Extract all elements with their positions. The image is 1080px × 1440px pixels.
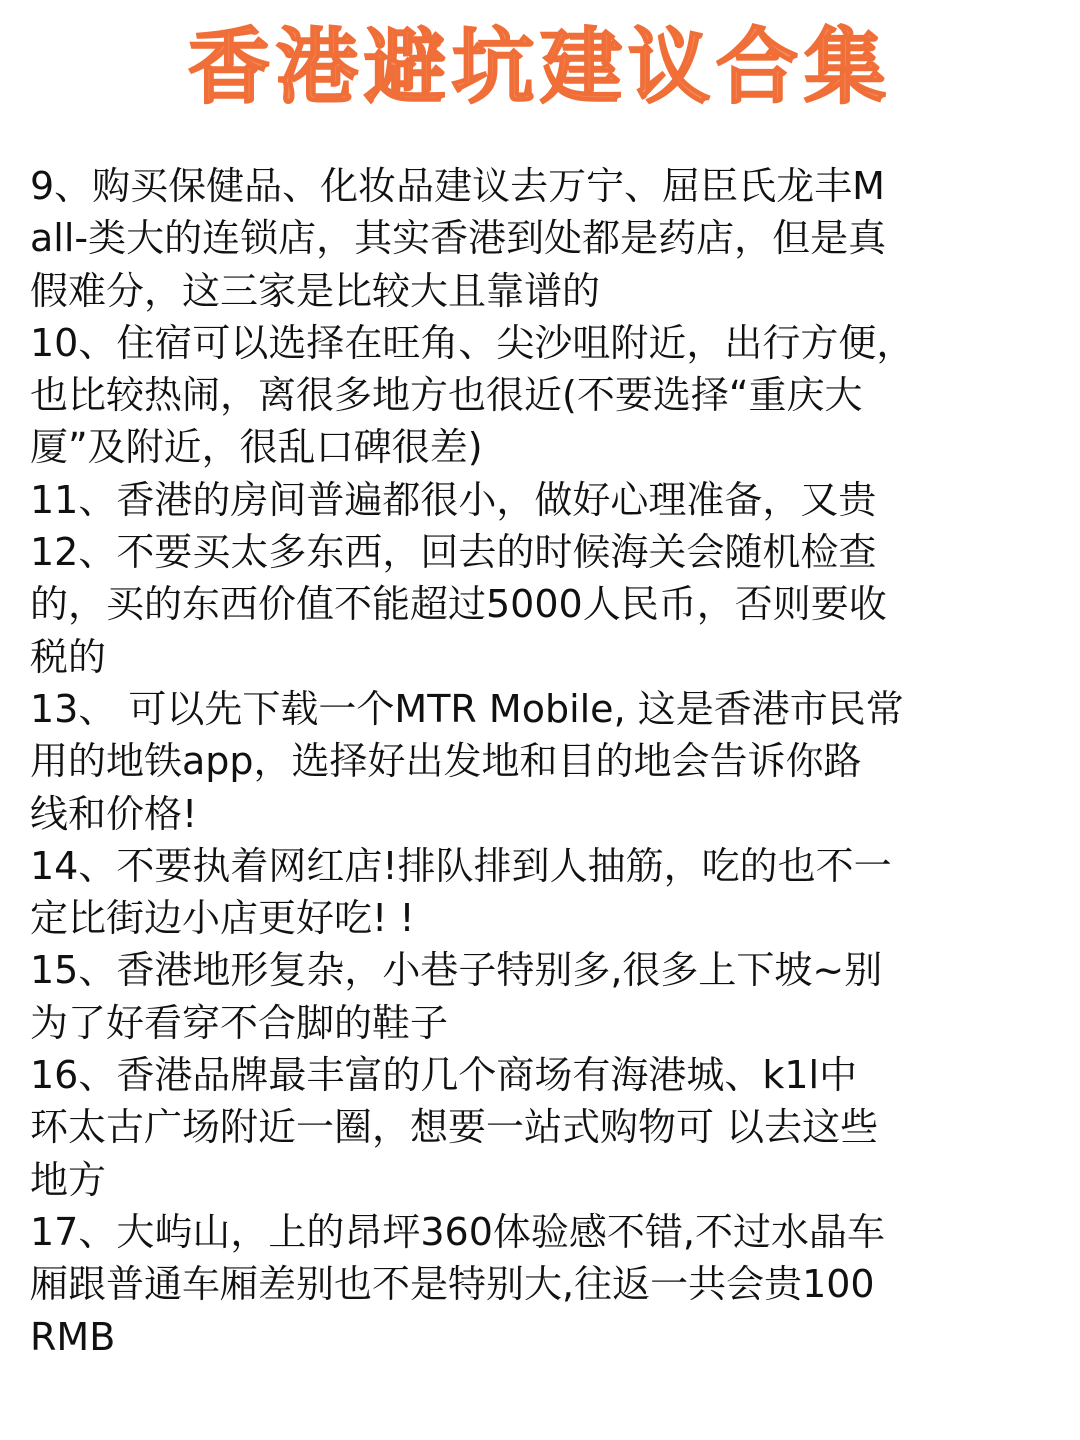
text-line: 9、购买保健品、化妆品建议去万宁、屈臣氏龙丰M: [30, 164, 885, 208]
text-line: RMB: [30, 1314, 116, 1359]
text-line: 12、不要买太多东西，回去的时候海关会随机检查: [30, 530, 877, 575]
text-line: 定比街边小店更好吃! !: [30, 896, 415, 941]
text-line: 17、大屿山，上的昂坪360体验感不错,不过水晶车: [30, 1209, 885, 1254]
text-line: 厦”及附近，很乱口碑很差): [30, 425, 483, 470]
text-line: 14、不要执着网红店!排队排到人抽筋，吃的也不一: [30, 843, 892, 888]
text-line: all-类大的连锁店，其实香港到处都是药店，但是真: [30, 216, 887, 261]
text-line: 为了好看穿不合脚的鞋子: [30, 1000, 449, 1045]
text-line: 税的: [30, 634, 107, 679]
text-line: 假难分，这三家是比较大且靠谱的: [30, 268, 601, 313]
text-line: 线和价格!: [30, 791, 198, 836]
text-line: 厢跟普通车厢差别也不是特别大,往返一共会贵100: [30, 1262, 875, 1307]
text-line: 16、香港品牌最丰富的几个商场有海港城、k1l中: [30, 1053, 858, 1098]
text-line: 11、香港的房间普遍都很小，做好心理准备，又贵: [30, 477, 877, 522]
text-line: 也比较热闹，离很多地方也很近(不要选择“重庆大: [30, 373, 863, 418]
text-line: 10、住宿可以选择在旺角、尖沙咀附近，出行方便，: [30, 320, 915, 365]
text-line: 地方: [30, 1157, 107, 1202]
text-line: 13、 可以先下载一个MTR Mobile, 这是香港市民常: [30, 686, 904, 731]
tips-text-block: [30, 160, 1050, 1363]
page-title: 香港避坑建议合集: [187, 20, 892, 115]
text-line: 用的地铁app，选择好出发地和目的地会告诉你路: [30, 739, 862, 784]
text-line: 15、香港地形复杂，小巷子特别多,很多上下坡~别: [30, 948, 883, 993]
text-line: 的，买的东西价值不能超过5000人民币，否则要收: [30, 582, 887, 627]
text-line: 环太古广场附近一圈，想要一站式购物可 以去这些: [30, 1105, 879, 1150]
